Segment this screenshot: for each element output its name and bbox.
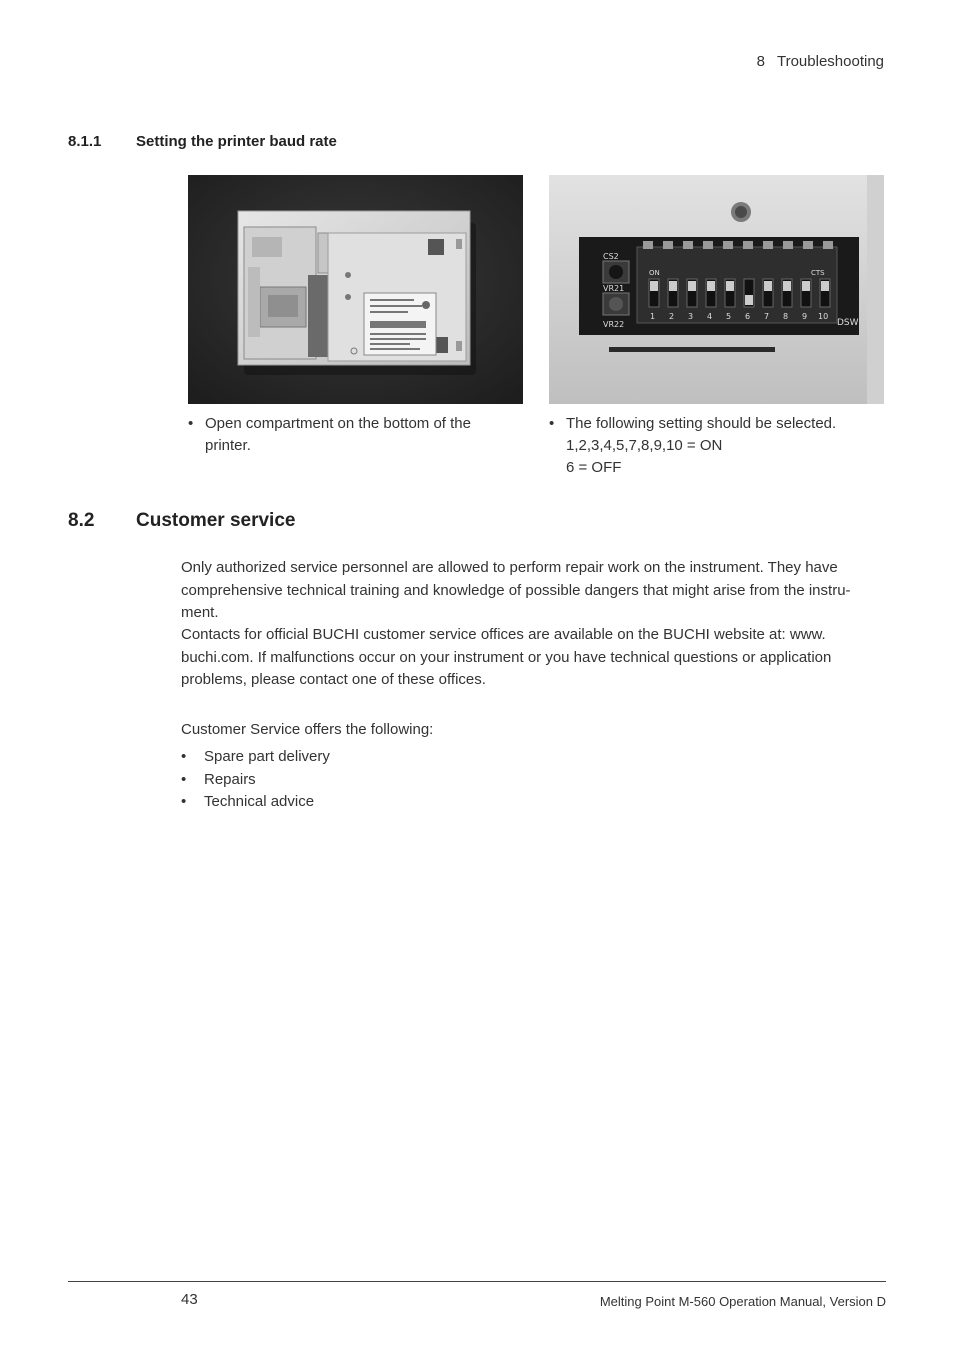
list-item: • Technical advice: [181, 793, 315, 810]
switch-number: 8: [783, 312, 789, 321]
bullet: •: [549, 415, 555, 432]
section-heading-8-1-1: [68, 133, 337, 150]
chapter-number: 8: [756, 53, 765, 70]
caption-text: Open compartment on the bottom of the printer.: [205, 415, 471, 454]
switch-number: 4: [707, 312, 713, 321]
section-number: 8.2: [68, 510, 95, 531]
switch-number: 7: [764, 312, 770, 321]
dip-switch-photo: [549, 175, 884, 404]
paragraph-authorized-personnel: Only authorized service personnel are allowed to perform repair work on the instrument. They have comprehensive technical training and knowledge of possible dangers that might arise from the instru- ment.: [181, 559, 851, 621]
switch-number: 1: [650, 312, 656, 321]
chapter-title: Troubleshooting: [776, 53, 884, 70]
section-number: 8.1.1: [68, 133, 102, 150]
service-offer-list: [181, 746, 330, 814]
cts-marking: CTS: [811, 269, 825, 277]
paragraph-contacts: Contacts for official BUCHI customer service offices are available on the BUCHI website at: www. buchi.com. If malfunctions occur on your instrument or you have technical questions or application problems, please contact one of these offices.: [181, 626, 832, 688]
switch-number: 2: [669, 312, 675, 321]
footer-divider: [68, 1281, 886, 1282]
list-item: • Repairs: [181, 770, 256, 788]
cs2-marking: CS2: [603, 252, 619, 261]
page-number: 43: [181, 1291, 198, 1308]
footer-document-title: Melting Point M-560 Operation Manual, Version D: [599, 1294, 886, 1309]
switch-number: 3: [688, 312, 694, 321]
running-header: [757, 53, 884, 70]
caption-line-1: The following setting should be selected.: [566, 415, 837, 432]
caption-line-2: 1,2,3,4,5,7,8,9,10 = ON: [566, 437, 723, 454]
section-heading-8-2: [68, 510, 295, 532]
caption-switch-setting: [549, 413, 884, 479]
dsw-marking: DSW: [837, 318, 859, 328]
paragraph-offers-intro: Customer Service offers the following:: [181, 721, 434, 738]
printer-bottom-photo: [188, 175, 523, 404]
switch-number: 10: [818, 312, 829, 321]
vr22-marking: VR22: [603, 320, 625, 329]
switch-number: 5: [726, 312, 732, 321]
bullet: •: [188, 415, 194, 432]
section-title: Setting the printer baud rate: [136, 133, 337, 150]
caption-line-3: 6 = OFF: [566, 459, 622, 476]
switch-number: 9: [802, 312, 808, 321]
vr21-marking: VR21: [603, 284, 625, 293]
list-item: • Spare part delivery: [181, 748, 330, 765]
switch-number: 6: [745, 312, 751, 321]
on-marking: ON: [649, 269, 660, 277]
section-title: Customer service: [136, 510, 296, 531]
caption-open-compartment: [188, 413, 518, 457]
